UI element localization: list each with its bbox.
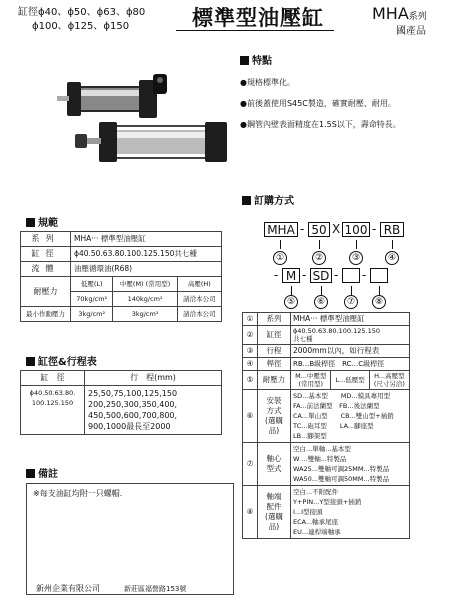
code-stroke: 100 [342, 222, 370, 237]
feature-item: ●鋼管內壁表面精度在1.5S以下，壽命特長。 [240, 120, 401, 129]
footer-address: 新莊區福營路153號 [124, 585, 187, 593]
code-dash: - [334, 268, 339, 282]
row-number: ⑤ [243, 371, 258, 390]
table-row [243, 358, 410, 371]
code-dash: - [300, 222, 305, 236]
row-key: 系列 [258, 313, 291, 326]
code-x: X [332, 222, 341, 236]
notes-box [26, 483, 234, 595]
circle-1: ① [273, 251, 287, 265]
order-code-diagram [240, 208, 470, 308]
spec-title: 規範 [26, 214, 58, 229]
cylinder-illustration [55, 68, 235, 188]
pressure-high: H...高壓型 (尺寸另洽) [369, 371, 409, 390]
row-key: 桿徑 [258, 358, 291, 371]
cylinder-top [57, 74, 167, 118]
row-number: ⑧ [243, 486, 258, 539]
bore-line-1: 缸徑ϕ40、ϕ50、ϕ63、ϕ80 [18, 7, 146, 18]
row-value: RB...B級桿徑 RC...C級桿徑 [291, 358, 410, 371]
leader-line [291, 286, 292, 295]
stroke-title: 缸徑&行程表 [26, 353, 97, 368]
features-list [240, 77, 470, 130]
row-key: 安裝 方式 (選購品) [258, 390, 291, 443]
code-dash: - [362, 268, 367, 282]
code-dash: - [274, 268, 279, 282]
pressure-low-label: 低壓(L) [71, 277, 113, 292]
stroke-values: 25,50,75,100,125,150 200,250,300,350,400, 450,500,600,700,800, 900,1000最長至2000 [85, 386, 222, 435]
row-number: ⑥ [243, 390, 258, 443]
stroke-col-bore: 缸 徑 [21, 371, 85, 386]
leader-line [319, 240, 320, 249]
features-section [240, 52, 470, 140]
code-dash: - [302, 268, 307, 282]
stroke-col-stroke: 行 程(mm) [85, 371, 222, 386]
spec-key: 流體 [21, 262, 71, 277]
table-row [243, 313, 410, 326]
page-title: 標準型油壓缸 [192, 6, 324, 30]
made-label: 國產品 [396, 26, 426, 37]
table-row [21, 247, 222, 262]
table-row [21, 371, 222, 386]
cylinder-bottom [75, 122, 227, 162]
spec-table [20, 231, 222, 322]
row-number: ③ [243, 345, 258, 358]
pressure-mid-label: 中壓(M) (常用型) [113, 277, 177, 292]
pressure-mid: M...中壓型 (常用型) [291, 371, 331, 390]
footer-company: 新州企業有限公司 [36, 584, 100, 593]
table-row [243, 345, 410, 358]
row-value: ϕ40.50.63.80.100.125.150 共七種 [291, 326, 410, 345]
min-pressure-mid: 3kg/cm² [113, 307, 177, 322]
feature-item: ●前後蓋使用S45C製造，確實耐壓、耐用。 [240, 99, 396, 108]
row-key: 軸端 配件 (選購品) [258, 486, 291, 539]
leader-line [280, 240, 281, 249]
circle-6: ⑥ [314, 295, 328, 309]
row-value: SD...基本型 MD...模具專用型 FA...前法蘭型 FB...後法蘭型 CA...單山型 CB...雙山型+插銷 TC...砲耳型 LA...腳座型 LB...腳架型 [291, 390, 410, 443]
row-key: 軸心 型式 [258, 443, 291, 486]
row-number: ① [243, 313, 258, 326]
bore-sizes [18, 6, 168, 34]
table-row [21, 232, 222, 247]
square-bullet-icon [26, 469, 35, 478]
spec-value: ϕ40.50.63.80.100.125.150共七種 [71, 247, 222, 262]
min-pressure-low: 3kg/cm² [71, 307, 113, 322]
table-row [243, 443, 410, 486]
model-name: MHA [372, 4, 409, 23]
leader-line [351, 286, 352, 295]
square-bullet-icon [240, 56, 249, 65]
stroke-bore-value: ϕ40.50.63.80. 100.125.150 [21, 386, 85, 435]
row-value: 2000mm以內，如行程表 [291, 345, 410, 358]
order-table [242, 312, 410, 539]
leader-line [356, 240, 357, 249]
table-row [243, 371, 410, 390]
pressure-high-value: 請洽本公司 [177, 292, 221, 307]
table-row [21, 307, 222, 322]
code-mount: SD [310, 268, 332, 283]
spec-value: 油壓循環油(R68) [71, 262, 222, 277]
table-row [243, 486, 410, 539]
spec-value: MHA··· 標準型油壓缸 [71, 232, 222, 247]
notes-text: ※每支油缸均附一只螺帽. [33, 489, 123, 498]
circle-3: ③ [349, 251, 363, 265]
model-suffix: 系列 [408, 12, 427, 22]
row-value: 空白...不附配件 Y+PIN...Y型接頭+插銷 I...I型接頭 ECA...軸承尾座 EU...連桿端軸承 [291, 486, 410, 539]
pressure-mid-value: 140kg/cm² [113, 292, 177, 307]
leader-line [321, 286, 322, 295]
leader-line [379, 286, 380, 295]
features-title: 特點 [240, 52, 470, 67]
code-pressure: M [282, 268, 300, 283]
square-bullet-icon [26, 218, 35, 227]
notes-title: 備註 [26, 465, 58, 480]
feature-item: ●規格標準化。 [240, 78, 295, 87]
code-rod: RB [380, 222, 404, 237]
code-bore: 50 [308, 222, 330, 237]
circle-7: ⑦ [344, 295, 358, 309]
row-number: ④ [243, 358, 258, 371]
spec-key: 最小作動壓力 [21, 307, 71, 322]
spec-key: 系列 [21, 232, 71, 247]
stroke-table [20, 370, 222, 435]
code-dash: - [372, 222, 377, 236]
bore-line-2: ϕ100、ϕ125、ϕ150 [32, 21, 130, 32]
table-row [21, 277, 222, 292]
code-shaft-blank [342, 268, 360, 283]
pressure-high-label: 高壓(H) [177, 277, 221, 292]
row-key: 耐壓力 [258, 371, 291, 390]
row-value: MHA··· 標準型油壓缸 [291, 313, 410, 326]
square-bullet-icon [242, 196, 251, 205]
pressure-low: L...低壓型 [331, 371, 369, 390]
row-number: ② [243, 326, 258, 345]
circle-4: ④ [385, 251, 399, 265]
row-key: 行程 [258, 345, 291, 358]
circle-2: ② [312, 251, 326, 265]
row-value: 空白...單軸...基本型 W ...雙軸...特製品 WA25...雙軸可調25MM...特製品 WA50...雙軸可調50MM...特製品 [291, 443, 410, 486]
table-row [21, 386, 222, 435]
pressure-low-value: 70kg/cm² [71, 292, 113, 307]
circle-5: ⑤ [284, 295, 298, 309]
table-row [243, 326, 410, 345]
code-series: MHA [264, 222, 298, 237]
spec-key: 缸徑 [21, 247, 71, 262]
circle-8: ⑧ [372, 295, 386, 309]
model-series [372, 4, 472, 23]
leader-line [392, 240, 393, 249]
row-number: ⑦ [243, 443, 258, 486]
code-end-blank [370, 268, 388, 283]
title-underline [176, 30, 334, 31]
min-pressure-high: 請洽本公司 [177, 307, 221, 322]
square-bullet-icon [26, 357, 35, 366]
spec-key: 耐壓力 [21, 277, 71, 307]
row-key: 缸徑 [258, 326, 291, 345]
table-row [243, 390, 410, 443]
table-row [21, 262, 222, 277]
order-title: 訂購方式 [242, 192, 294, 207]
